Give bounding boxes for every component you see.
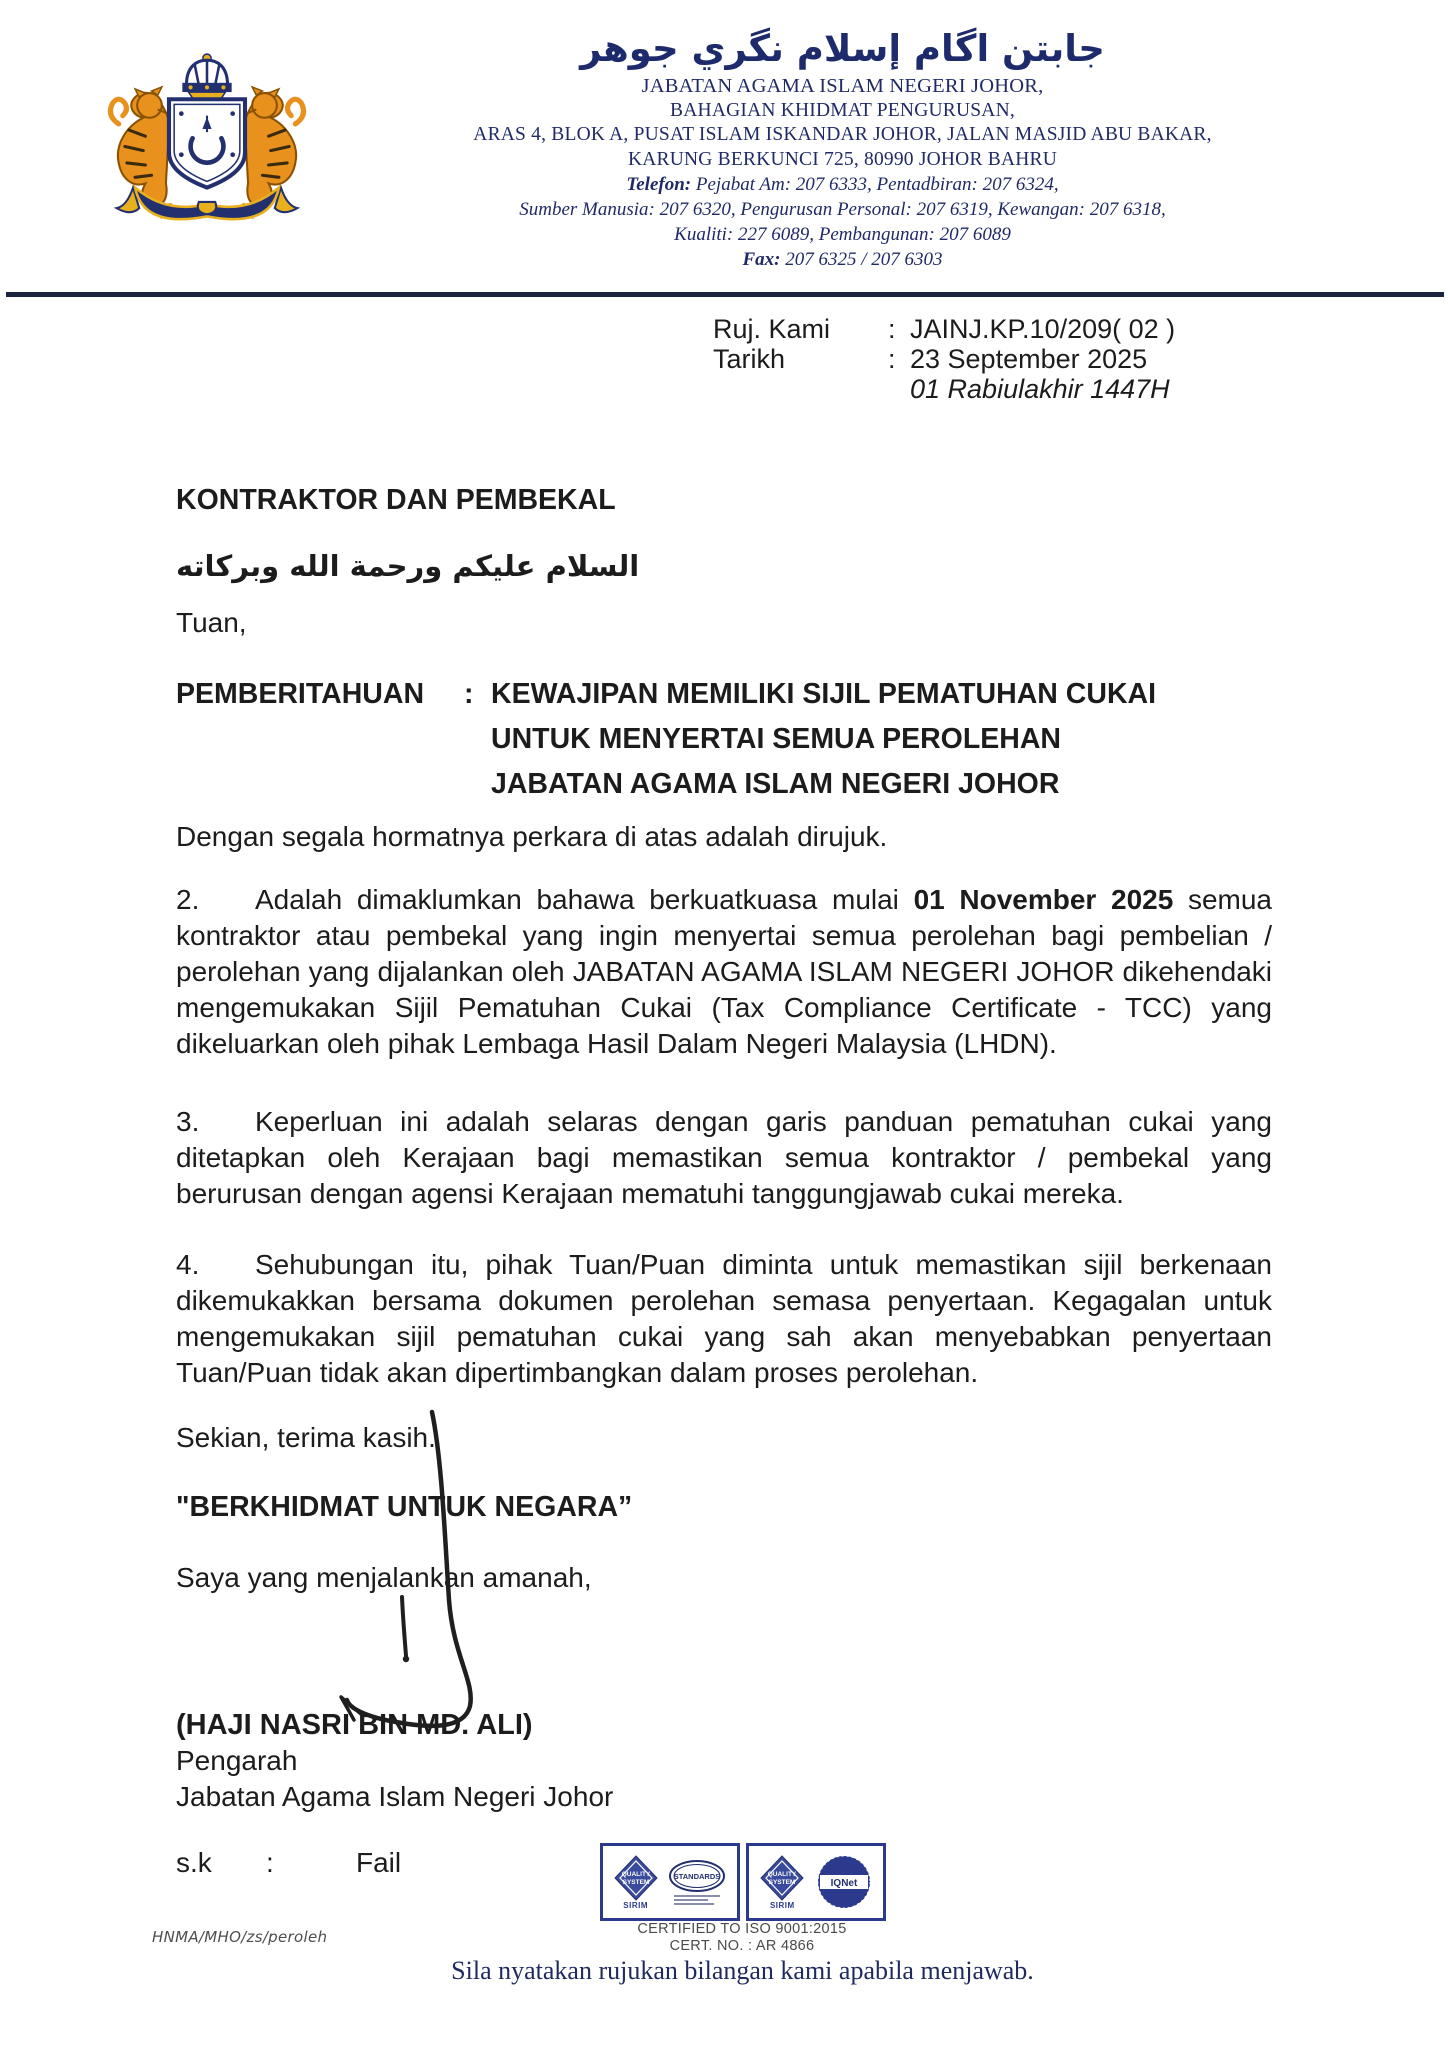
iqnet-badge-icon: [816, 1854, 872, 1910]
svg-text:QUALITY: QUALITY: [768, 1870, 797, 1878]
spacer: [713, 374, 888, 404]
telefon-numbers: Pejabat Am: 207 6333, Pentadbiran: 207 6324,: [691, 174, 1059, 196]
letterhead-line: JABATAN AGAMA ISLAM NEGERI JOHOR,: [641, 75, 1044, 97]
letterhead-line: BAHAGIAN KHIDMAT PENGURUSAN,: [670, 99, 1015, 121]
iqnet-text: IQNet: [830, 1878, 857, 1889]
closing-line: Sekian, terima kasih.: [176, 1422, 436, 1453]
addressee: KONTRAKTOR DAN PEMBEKAL: [176, 484, 616, 516]
paragraph-3: [176, 1104, 1272, 1212]
shield-icon: [169, 99, 245, 187]
reference-block: [713, 314, 1175, 404]
paragraph-number: 3.: [176, 1106, 200, 1137]
paragraph-4: [176, 1247, 1272, 1391]
letterhead: [295, 24, 1390, 272]
subject-lines: [491, 672, 1156, 807]
paragraph-intro: Dengan segala hormatnya perkara di atas adalah dirujuk.: [176, 821, 888, 852]
telefon-label: Telefon:: [626, 174, 692, 196]
header-divider: [6, 292, 1444, 297]
cert-line-2: CERT. NO. : AR 4866: [669, 1938, 815, 1954]
ruj-kami-colon: :: [888, 314, 896, 344]
sirim-quality-mark: [614, 1855, 658, 1910]
paragraph-2: [176, 882, 1272, 1062]
ruj-kami-label: Ruj. Kami: [713, 314, 831, 344]
sirim-diamond-icon: [614, 1855, 658, 1901]
spacer: [888, 374, 910, 404]
letterhead-fax-line: [295, 247, 1390, 272]
effective-date: 01 November 2025: [913, 884, 1174, 915]
sk-value: Fail: [356, 1847, 402, 1878]
svg-text:SYSTEM: SYSTEM: [622, 1878, 650, 1886]
motto: "BERKHIDMAT UNTUK NEGARA”: [176, 1491, 633, 1523]
sirim-iqnet-logo: [746, 1843, 886, 1921]
paragraph-2-text: semua kontraktor atau pembekal yang ingin menyertai semua perolehan bagi pembelian / perolehan yang dijalankan oleh JABATAN AGAMA ISLAM NEGERI JOHOR dikehendaki mengemukakan Sijil Pematuhan Cukai (Tax Compliance Certificate - TCC) yang dikeluarkan oleh pihak Lembaga Hasil Dalam Negeri Malaysia (LHDN).: [176, 884, 1272, 1059]
file-reference-code: HNMA/MHO/zs/peroleh: [152, 1928, 328, 1946]
letterhead-phone-line: [295, 172, 1390, 197]
sirim-quality-mark: [760, 1855, 804, 1910]
micro-text-lines: [674, 1895, 720, 1905]
signer-organization: Jabatan Agama Islam Negeri Johor: [176, 1781, 614, 1812]
paragraph-3-text: Keperluan ini adalah selaras dengan garis panduan pematuhan cukai yang ditetapkan oleh Kerajaan bagi memastikan semua kontraktor / pembekal yang berurusan dengan agensi Kerajaan mematuhi tanggungjawab cukai mereka.: [176, 1106, 1272, 1209]
subject-label: PEMBERITAHUAN: [176, 678, 425, 710]
subject-line: JABATAN AGAMA ISLAM NEGERI JOHOR: [491, 768, 1060, 800]
signer-name: (HAJI NASRI BIN MD. ALI): [176, 1709, 533, 1741]
subject-line: UNTUK MENYERTAI SEMUA PEROLEHAN: [491, 723, 1062, 755]
jawi-calligraphy: جابتن اگام إسلام نگري جوهر: [580, 27, 1105, 70]
signer-title: Pengarah: [176, 1745, 298, 1776]
ruj-kami-value: JAINJ.KP.10/209( 02 ): [910, 314, 1176, 344]
paragraph-number: 4.: [176, 1249, 200, 1280]
tarikh-value: 23 September 2025: [910, 344, 1148, 374]
tarikh-colon: :: [888, 344, 896, 374]
arabic-salutation: السلام عليكم ورحمة الله وبركاته: [176, 549, 640, 583]
sk-colon: :: [266, 1847, 274, 1878]
tarikh-label: Tarikh: [713, 344, 786, 374]
hijri-date: 01 Rabiulakhir 1447H: [910, 374, 1170, 404]
letter-body: [176, 482, 1272, 1881]
sirim-label: SIRIM: [769, 1900, 795, 1910]
standards-mark: [668, 1859, 726, 1905]
letterhead-line: ARAS 4, BLOK A, PUSAT ISLAM ISKANDAR JOHOR, JALAN MASJID ABU BAKAR,: [473, 124, 1212, 146]
crown-icon: [182, 54, 231, 101]
svg-text:QUALITY: QUALITY: [621, 1870, 650, 1878]
letterhead-phone-line: Sumber Manusia: 207 6320, Pengurusan Personal: 207 6319, Kewangan: 207 6318,: [519, 199, 1166, 221]
paragraph-number: 2.: [176, 884, 200, 915]
sk-label: s.k: [176, 1847, 212, 1878]
letterhead-phone-line: Kualiti: 227 6089, Pembangunan: 207 6089: [674, 224, 1011, 246]
cert-line-1: CERTIFIED TO ISO 9001:2015: [637, 1921, 847, 1937]
paragraph-4-text: Sehubungan itu, pihak Tuan/Puan diminta untuk memastikan sijil berkenaan dikemukakkan bersama dokumen perolehan semasa penyertaan. Kegagalan untuk mengemukakan sijil pematuhan cukai yang sah akan menyebabkan penyertaan Tuan/Puan tidak akan dipertimbangkan dalam proses perolehan.: [176, 1249, 1272, 1388]
salutation: Tuan,: [176, 607, 247, 638]
sirim-standards-logo: [600, 1843, 740, 1921]
subject-line: KEWAJIPAN MEMILIKI SIJIL PEMATUHAN CUKAI: [491, 678, 1157, 710]
iso-certification-text: [540, 1921, 944, 1955]
letterhead-line: KARUNG BERKUNCI 725, 80990 JOHOR BAHRU: [627, 148, 1058, 170]
johor-coat-of-arms: [104, 52, 310, 242]
svg-text:SYSTEM: SYSTEM: [768, 1878, 796, 1886]
subject-colon: :: [464, 678, 474, 710]
standards-text: STANDARDS: [674, 1872, 721, 1881]
paragraph-2-text: Adalah dimaklumkan bahawa berkuatkuasa mulai: [255, 884, 914, 915]
sirim-label: SIRIM: [623, 1900, 649, 1910]
pre-signature-line: Saya yang menjalankan amanah,: [176, 1562, 592, 1593]
crest-icon: [104, 52, 310, 242]
subject-block: [176, 672, 1272, 807]
signature-block: [176, 1707, 1272, 1815]
footer-note: Sila nyatakan rujukan bilangan kami apabila menjawab.: [451, 1956, 1034, 1985]
certification-logos: [600, 1843, 886, 1921]
sirim-diamond-icon: [760, 1855, 804, 1901]
fax-numbers: 207 6325 / 207 6303: [780, 249, 943, 271]
standards-oval-icon: [668, 1859, 726, 1893]
fax-label: Fax:: [742, 249, 781, 271]
